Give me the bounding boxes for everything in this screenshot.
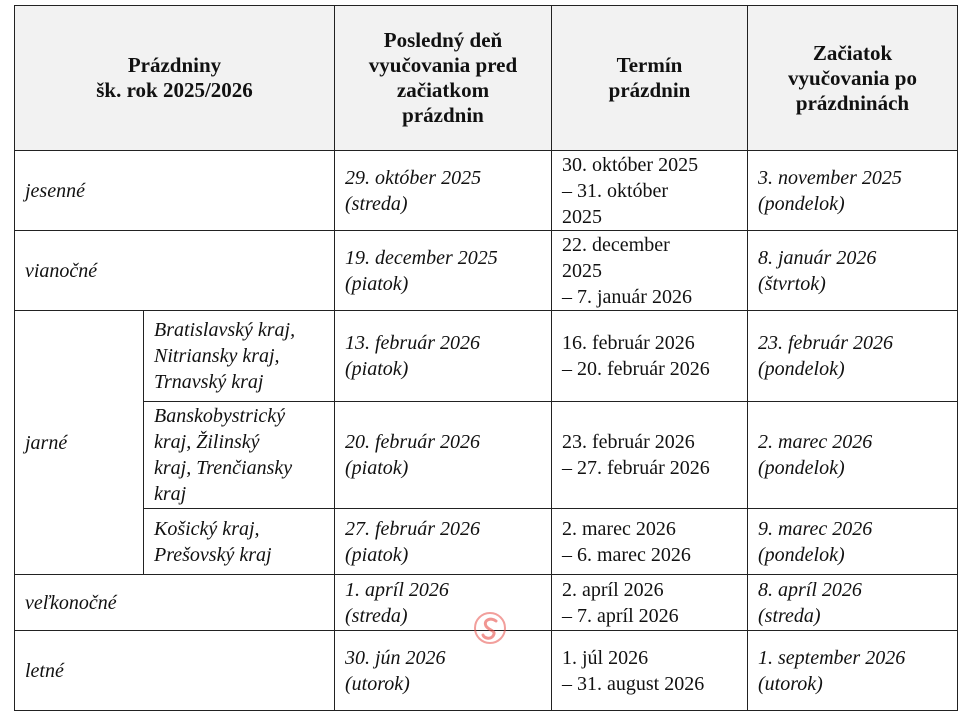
- term-cell: 23. február 2026 – 27. február 2026: [552, 402, 748, 509]
- table-row: [15, 509, 958, 575]
- header-holiday: Prázdniny šk. rok 2025/2026: [15, 6, 335, 151]
- holiday-name: letné: [15, 631, 335, 711]
- region-cell: Banskobystrický kraj, Žilinský kraj, Trenčiansky kraj: [144, 402, 335, 509]
- term-cell: 1. júl 2026 – 31. august 2026: [552, 631, 748, 711]
- last-day-cell: 20. február 2026 (piatok): [335, 402, 552, 509]
- last-day-cell: 27. február 2026 (piatok): [335, 509, 552, 575]
- table-row: [15, 402, 958, 509]
- last-day-cell: 13. február 2026 (piatok): [335, 311, 552, 402]
- red-s-logo-icon: [473, 611, 507, 645]
- header-last-day: Posledný deň vyučovania pred začiatkom prázdnin: [335, 6, 552, 151]
- holiday-name: veľkonočné: [15, 575, 335, 631]
- header-term: Termín prázdnin: [552, 6, 748, 151]
- region-cell: Košický kraj, Prešovský kraj: [144, 509, 335, 575]
- header-row: [15, 6, 958, 151]
- table-row: [15, 231, 958, 311]
- holiday-name: jarné: [15, 311, 144, 575]
- holiday-name: jesenné: [15, 151, 335, 231]
- term-cell: 2. marec 2026 – 6. marec 2026: [552, 509, 748, 575]
- holiday-schedule-table: [14, 5, 958, 711]
- holiday-name: vianočné: [15, 231, 335, 311]
- table-row: [15, 311, 958, 402]
- start-cell: 3. november 2025 (pondelok): [748, 151, 958, 231]
- table-row: [15, 151, 958, 231]
- last-day-cell: 19. december 2025 (piatok): [335, 231, 552, 311]
- start-cell: 8. apríl 2026 (streda): [748, 575, 958, 631]
- start-cell: 23. február 2026 (pondelok): [748, 311, 958, 402]
- term-cell: 2. apríl 2026 – 7. apríl 2026: [552, 575, 748, 631]
- last-day-cell: 30. jún 2026 (utorok): [335, 631, 552, 711]
- start-cell: 8. január 2026 (štvrtok): [748, 231, 958, 311]
- last-day-cell: 29. október 2025 (streda): [335, 151, 552, 231]
- page: [14, 5, 958, 711]
- start-cell: 1. september 2026 (utorok): [748, 631, 958, 711]
- header-start: Začiatok vyučovania po prázdninách: [748, 6, 958, 151]
- start-cell: 2. marec 2026 (pondelok): [748, 402, 958, 509]
- term-cell: 22. december 2025 – 7. január 2026: [552, 231, 748, 311]
- region-cell: Bratislavský kraj, Nitriansky kraj, Trnavský kraj: [144, 311, 335, 402]
- start-cell: 9. marec 2026 (pondelok): [748, 509, 958, 575]
- last-day-cell: 1. apríl 2026 (streda): [335, 575, 552, 631]
- term-cell: 16. február 2026 – 20. február 2026: [552, 311, 748, 402]
- term-cell: 30. október 2025 – 31. október 2025: [552, 151, 748, 231]
